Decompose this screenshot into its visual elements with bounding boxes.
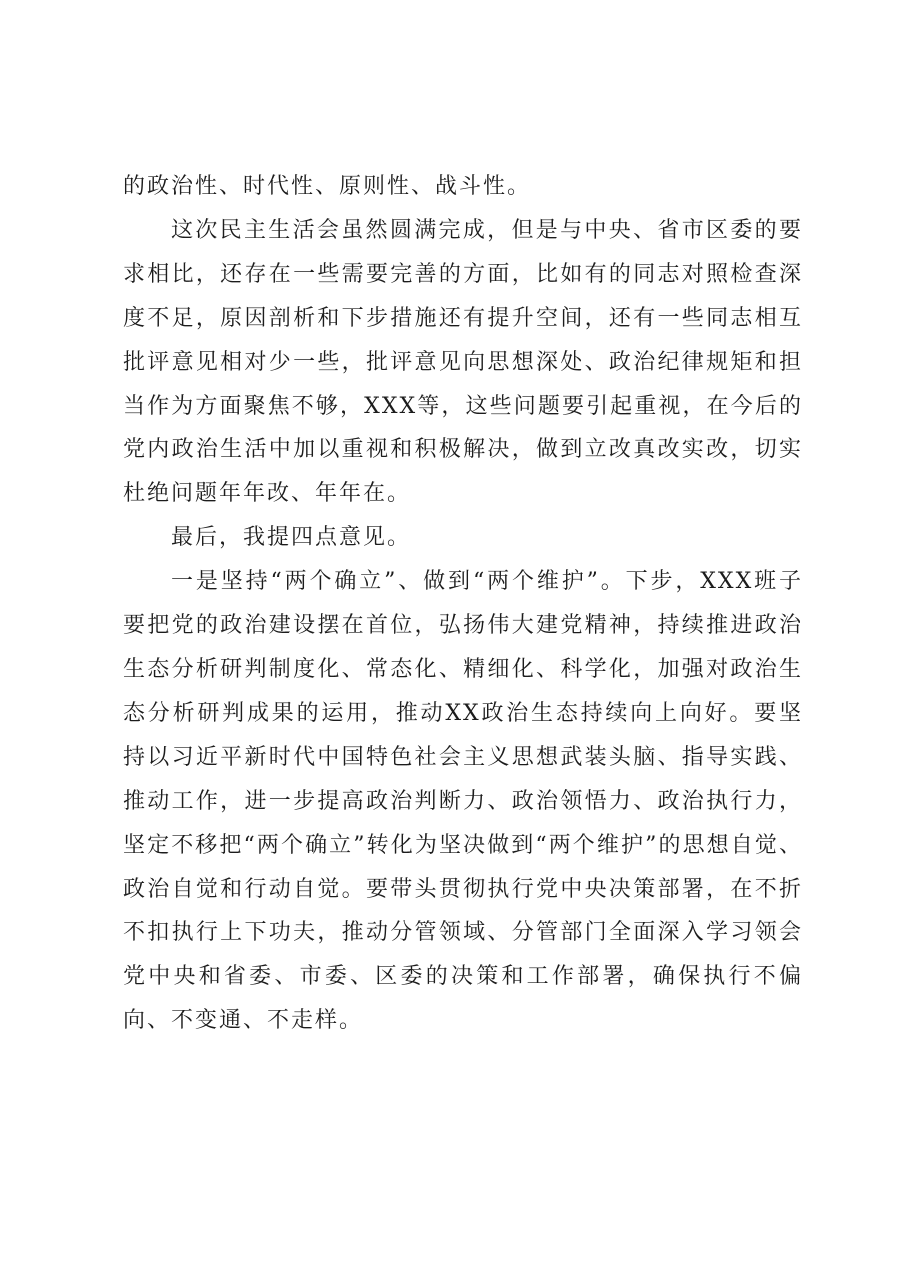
paragraph-meeting-review: 这次民主生活会虽然圆满完成，但是与中央、省市区委的要求相比，还存在一些需要完善的方面，比如有的同志对照检查深度不足，原因剖析和下步措施还有提升空间，还有一些同志相互批评意见相对少一些，批评意见向思想深处、政治纪律规矩和担当作为方面聚焦不够，XXX等，这些问题要引起重视，在今后的党内政治生活中加以重视和积极解决，做到立改真改实改，切实杜绝问题年年改、年年在。 xyxy=(123,217,803,507)
paragraph-four-points-intro: 最后，我提四点意见。 xyxy=(171,525,412,551)
paragraph-continuation: 的政治性、时代性、原则性、战斗性。 xyxy=(123,174,532,199)
paragraph-first-point: 一是坚持“两个确立”、做到“两个维护”。下步，XXX班子要把党的政治建设摆在首位，弘扬伟大建党精神，持续推进政治生态分析研判制度化、常态化、精细化、科学化，加强对政治生态分析研判成果的运用，推动XX政治生态持续向上向好。要坚持以习近平新时代中国特色社会主义思想武装头脑、指导实践、推动工作，进一步提高政治判断力、政治领悟力、政治执行力，坚定不移把“两个确立”转化为坚决做到“两个维护”的思想自觉、政治自觉和行动自觉。要带头贯彻执行党中央决策部署，在不折不扣执行上下功夫，推动分管领域、分管部门全面深入学习领会党中央和省委、市委、区委的决策和工作部署，确保执行不偏向、不变通、不走样。 xyxy=(123,569,803,1034)
document-body xyxy=(123,165,803,1043)
